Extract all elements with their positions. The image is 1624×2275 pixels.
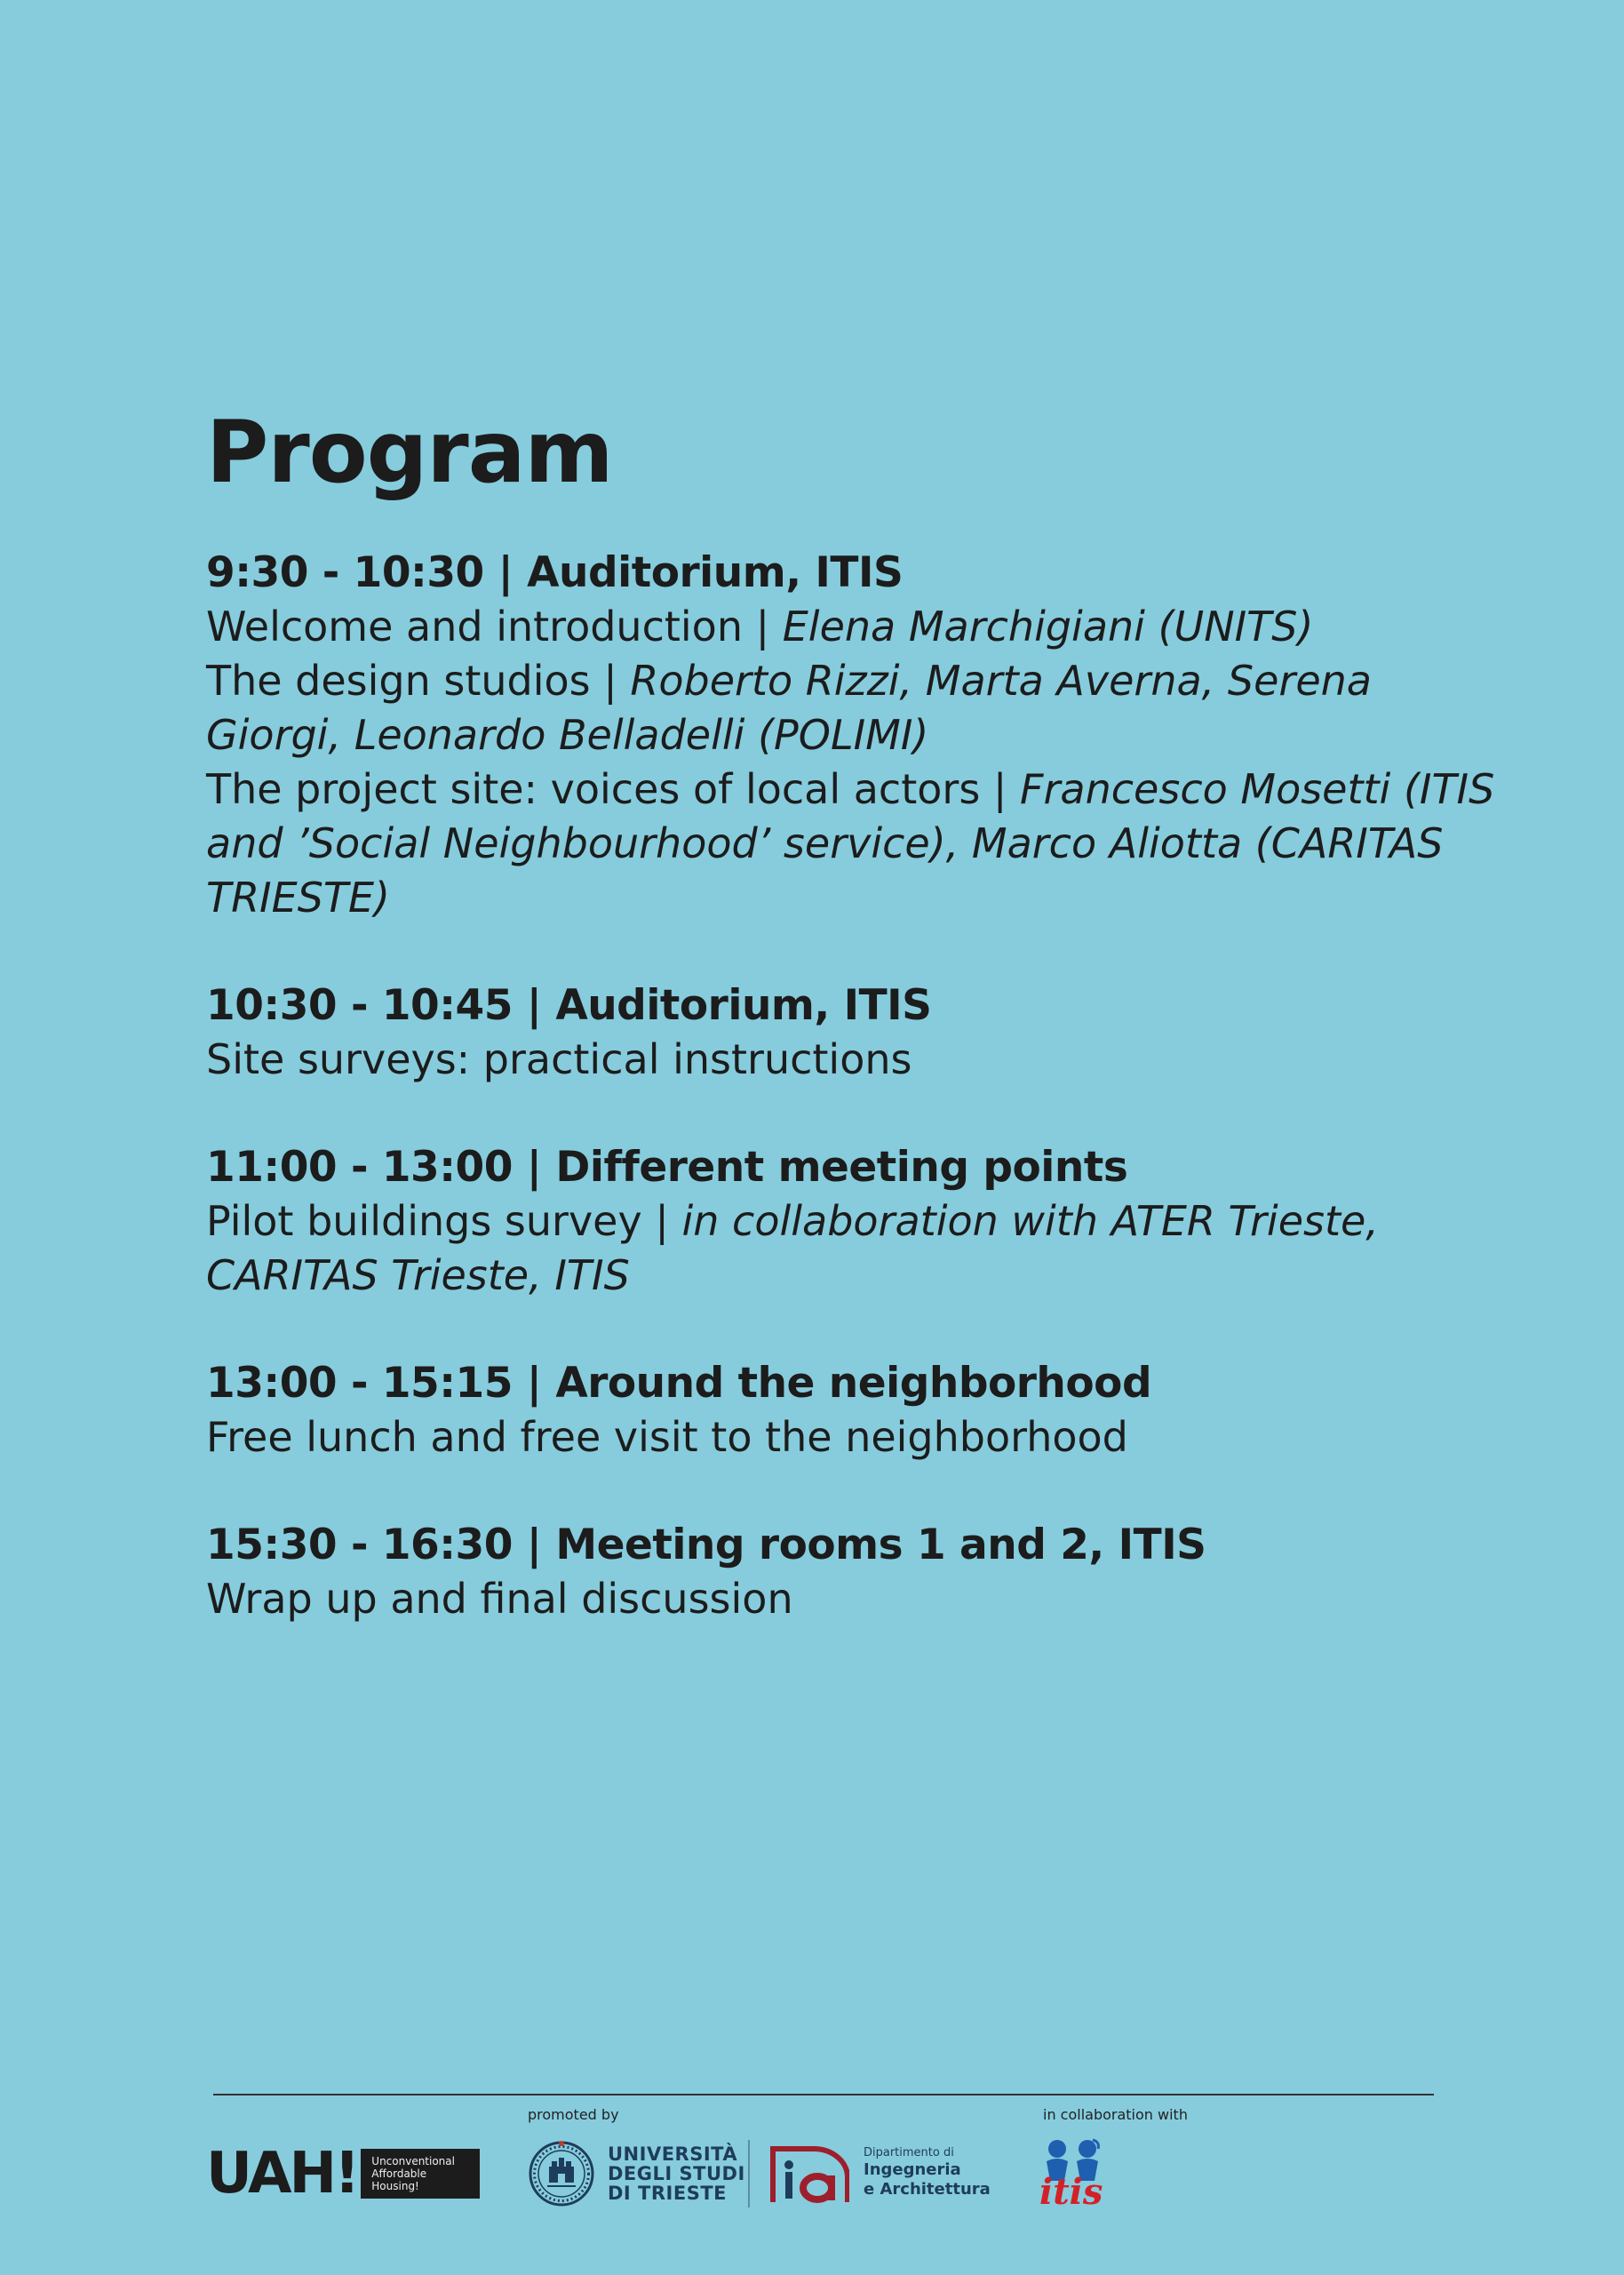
logo-divider [748,2140,750,2207]
uah-tagline-line: Affordable [371,2167,427,2180]
item-label: The design studios [206,657,591,705]
program-item [206,1033,1503,1087]
uah-tagline-line: Housing! [371,2180,419,2192]
program-item [206,654,1503,762]
program-item [206,600,1503,654]
dia-text-line: Ingegneria [864,2160,961,2179]
uah-logo-tagline [361,2149,480,2199]
page-title: Program [206,403,613,502]
session [206,546,1503,925]
dia-logo [769,2142,991,2204]
units-seal-icon [528,2140,595,2207]
program-item [206,1410,1503,1465]
session-header: 9:30 - 10:30 | Auditorium, ITIS [206,548,904,597]
units-text-line: DI TRIESTE [608,2183,728,2204]
session-header: 10:30 - 10:45 | Auditorium, ITIS [206,981,932,1030]
itis-logo [1038,2136,1123,2215]
item-separator: | [980,765,1021,813]
units-logo-text [608,2144,745,2203]
item-speakers: Francesco Mosetti (ITIS and ’Social Neighbourhood’ service), Marco Aliotta (CARITAS TRIESTE) [206,765,1495,922]
item-speakers: Elena Marchigiani (UNITS) [782,603,1314,651]
units-logo [528,2140,745,2207]
item-label: Free lunch and free visit to the neighborhood [206,1413,1128,1461]
item-speakers: Roberto Rizzi, Marta Averna, Serena Giorgi, Leonardo Belladelli (POLIMI) [206,657,1372,759]
dia-text-line: Dipartimento di [864,2146,954,2159]
promoted-by-label: promoted by [528,2106,619,2123]
footer-divider [213,2094,1434,2095]
units-text-line: UNIVERSITÀ [608,2143,738,2165]
dia-logo-text [864,2146,991,2199]
item-speakers: in collaboration with ATER Trieste, CARITAS Trieste, ITIS [206,1197,1379,1299]
session [206,1356,1503,1465]
session-header: 15:30 - 16:30 | Meeting rooms 1 and 2, ITIS [206,1521,1206,1569]
program-item [206,762,1503,925]
item-label: Wrap up and final discussion [206,1575,793,1623]
item-separator: | [742,603,783,651]
program-item [206,1194,1503,1303]
item-label: Site surveys: practical instructions [206,1035,912,1083]
program-item [206,1572,1503,1626]
item-separator: | [641,1197,682,1245]
collaboration-label: in collaboration with [1043,2106,1188,2123]
dia-mark-icon [769,2142,849,2204]
uah-logo-text: UAH! [206,2141,358,2207]
uah-tagline-line: Unconventional [371,2155,455,2167]
session [206,1518,1503,1626]
itis-logo-wordmark: itis [1039,2171,1103,2211]
dia-text-line: e Architettura [864,2180,991,2199]
units-text-line: DEGLI STUDI [608,2163,745,2184]
session [206,978,1503,1087]
itis-logo-icon [1038,2136,1123,2211]
item-label: Welcome and introduction [206,603,743,651]
session-header: 11:00 - 13:00 | Different meeting points [206,1143,1128,1192]
program-list [206,546,1503,1680]
uah-logo [206,2141,480,2207]
item-label: Pilot buildings survey [206,1197,642,1245]
session-header: 13:00 - 15:15 | Around the neighborhood [206,1359,1152,1408]
item-separator: | [590,657,631,705]
session [206,1140,1503,1303]
item-label: The project site: voices of local actors [206,765,981,813]
